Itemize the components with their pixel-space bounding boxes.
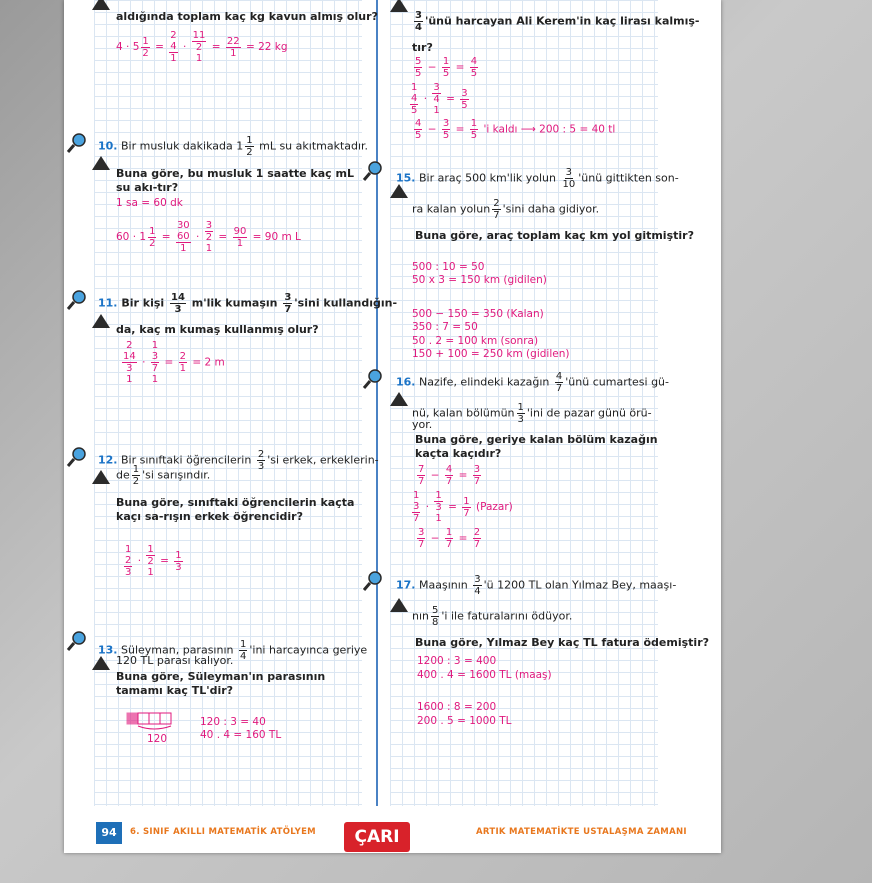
warning-triangle-icon	[390, 0, 408, 12]
bar-model	[126, 712, 174, 730]
q10-step-1: 1 sa = 60 dk	[116, 197, 183, 209]
q16-step-1: $\frac{7}{7}$ − $\frac{4}{7}$ = $\frac{3}{7}$	[418, 464, 481, 487]
q15-step-2: 50 x 3 = 150 km (gidilen)	[412, 274, 547, 286]
worksheet-page	[64, 0, 721, 853]
question-13: 13. Süleyman, parasının $\frac{1}{4}$ 'ini harcayınca geriye	[98, 639, 368, 662]
question-14-continuation: $\frac{3}{4}$ 'ünü harcayan Ali Kerem'in kaç lirası kalmış-	[415, 10, 700, 33]
q11-solution: 2 14 3 1 · 1 3 7 1 = $\frac{2}{1}$ = 2 m	[123, 340, 225, 385]
magnifier-icon	[362, 160, 384, 182]
column-divider	[376, 0, 378, 806]
question-15-line2: ra kalan yolun $\frac{2}{7}$ 'sini daha gidiyor.	[412, 198, 600, 221]
q13-step-2: 40 . 4 = 160 TL	[200, 729, 282, 741]
q14-step-2: 1 4 5 · 3 4 1 = $\frac{3}{5}$	[411, 82, 468, 116]
question-11-prompt: da, kaç m kumaş kullanmış olur?	[116, 323, 319, 336]
bar-model-label: 120	[147, 733, 168, 745]
q14-step-1: $\frac{5}{5}$ − $\frac{1}{5}$ = $\frac{4}{5}$	[415, 56, 478, 79]
question-14-end: tır?	[412, 41, 433, 54]
q16-step-3: $\frac{3}{7}$ − $\frac{1}{7}$ = $\frac{2}{7}$	[418, 527, 481, 550]
question-10-prompt: Buna göre, bu musluk 1 saatte kaç mL su akı-tır?	[116, 167, 354, 194]
question-11: 11. Bir kişi $\frac{14}{3}$ m'lik kumaşın $\frac{3}{7}$ 'sini kullandığın-	[98, 292, 398, 315]
warning-triangle-icon	[390, 392, 408, 406]
question-16-line2: nü, kalan bölümün $\frac{1}{3}$ 'ini de pazar günü örü-	[412, 402, 652, 425]
q15-step-6: 150 + 100 = 250 km (gidilen)	[412, 348, 570, 360]
magnifier-icon	[362, 570, 384, 592]
q15-step-4: 350 : 7 = 50	[412, 321, 478, 333]
question-13-line2: 120 TL parası kalıyor.	[116, 654, 234, 667]
question-16-line3: yor.	[412, 418, 433, 431]
warning-triangle-icon	[92, 156, 110, 170]
question-16: 16. Nazife, elindeki kazağın $\frac{4}{7}$ 'ünü cumartesi gü-	[396, 371, 670, 394]
question-10: 10. Bir musluk dakikada 1 $\frac{1}{2}$ mL su akıtmaktadır.	[98, 135, 369, 158]
q17-step-1: 1200 : 3 = 400	[417, 655, 497, 667]
page-number: 94	[96, 822, 122, 844]
q17-step-3: 1600 : 8 = 200	[417, 701, 497, 713]
question-16-prompt: Buna göre, geriye kalan bölüm kazağın kaçta kaçıdır?	[415, 433, 658, 460]
solution-top: 4 · 5 $\frac{1}{2}$ = 2 4 1 · 11 2 1 = $\frac{22}{1}$ = 22 kg	[116, 30, 288, 64]
q17-step-2: 400 . 4 = 1600 TL (maaş)	[417, 669, 552, 681]
warning-triangle-icon	[92, 0, 110, 10]
question-continuation: aldığında toplam kaç kg kavun almış olur?	[116, 10, 378, 23]
warning-triangle-icon	[92, 470, 110, 484]
q15-step-3: 500 − 150 = 350 (Kalan)	[412, 308, 544, 320]
magnifier-icon	[66, 289, 88, 311]
question-15: 15. Bir araç 500 km'lik yolun $\frac{3}{10}$ 'ünü gittikten son-	[396, 167, 679, 190]
q10-step-2: 60 · 1 $\frac{1}{2}$ = 30 60 1 · 3 2 1 = $\frac{90}{1}$ = 90 m L	[116, 220, 301, 254]
warning-triangle-icon	[390, 598, 408, 612]
q15-step-1: 500 : 10 = 50	[412, 261, 485, 273]
q14-step-3: $\frac{4}{5}$ − $\frac{3}{5}$ = $\frac{1}{5}$ 'i kaldı ⟶ 200 : 5 = 40 tl	[415, 118, 616, 141]
question-12-line2: de $\frac{1}{2}$ 'si sarışındır.	[116, 464, 211, 487]
footer-slogan: ARTIK MATEMATİKTE USTALAŞMA ZAMANI	[476, 827, 687, 837]
magnifier-icon	[66, 132, 88, 154]
question-17: 17. Maaşının $\frac{3}{4}$ 'ü 1200 TL olan Yılmaz Bey, maaşı-	[396, 574, 677, 597]
question-17-prompt: Buna göre, Yılmaz Bey kaç TL fatura ödemiştir?	[415, 636, 710, 649]
q15-step-5: 50 . 2 = 100 km (sonra)	[412, 335, 539, 347]
footer-book-title: 6. SINIF AKILLI MATEMATİK ATÖLYEM	[130, 827, 316, 837]
question-12-prompt: Buna göre, sınıftaki öğrencilerin kaçta kaçı sa-rışın erkek öğrencidir?	[116, 496, 355, 523]
question-15-prompt: Buna göre, araç toplam kaç km yol gitmiştir?	[415, 229, 694, 242]
question-12: 12. Bir sınıftaki öğrencilerin $\frac{2}{3}$ 'si erkek, erkeklerin-	[98, 449, 379, 472]
q17-step-4: 200 . 5 = 1000 TL	[417, 715, 512, 727]
magnifier-icon	[362, 368, 384, 390]
q13-step-1: 120 : 3 = 40	[200, 716, 266, 728]
question-13-prompt: Buna göre, Süleyman'ın parasının tamamı kaç TL'dir?	[116, 670, 326, 697]
magnifier-icon	[66, 630, 88, 652]
q12-solution: 1 2 3 · 1 2 1 = $\frac{1}{3}$	[125, 544, 182, 578]
publisher-logo: ÇARI	[344, 822, 410, 852]
warning-triangle-icon	[92, 314, 110, 328]
magnifier-icon	[66, 446, 88, 468]
q16-step-2: 1 3 7 · 1 3 1 = $\frac{1}{7}$ (Pazar)	[413, 490, 513, 524]
question-17-line2: nın $\frac{5}{8}$ 'i ile faturalarını ödüyor.	[412, 605, 573, 628]
